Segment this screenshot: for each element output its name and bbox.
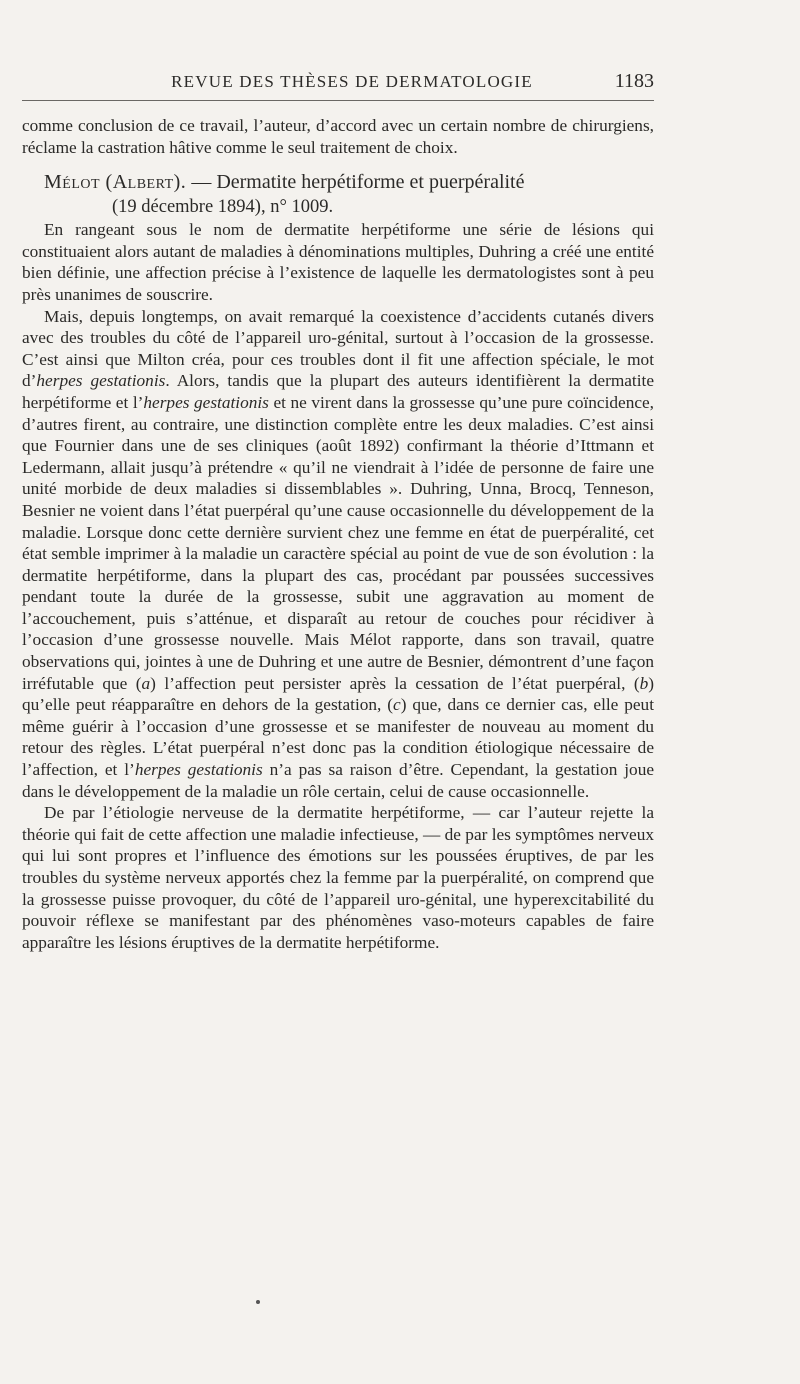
section-subtitle: (19 décembre 1894), n° 1009. [112, 196, 334, 217]
paragraph-2-part-g: n’a pas sa raison d’être. Cependant, la gestation joue dans le développement de la maladie un rôle certain, celui de cause occasionnelle. [22, 760, 655, 801]
paragraph-2 [22, 306, 654, 803]
section-dash: — [186, 171, 217, 194]
paragraph-2-italic-d: b [639, 673, 649, 693]
paragraph-2-part-e: ) qu’elle peut réapparaître en dehors de la gestation, ( [22, 673, 654, 715]
paragraph-2-part-a: Mais, depuis longtemps, on avait remarqué la coexistence d’accidents cutanés divers avec des troubles du côté de l’appareil uro-génital, surtout à l’occasion de la grossesse. C’est ainsi que Milton créa, pour ces troubles dont il fit une affection spéciale, le mot d’ [22, 306, 654, 391]
running-title: REVUE DES THÈSES DE DERMATOLOGIE [171, 72, 533, 91]
paragraph-2-part-c: et ne virent dans la grossesse qu’une pure coïncidence, d’autres firent, au contraire, une distinction complète entre les deux maladies. C’est ainsi que Fournier dans une de ses cliniques (août 1892) confirmant la théorie d’Ittmann et Ledermann, allait jusqu’à prétendre « qu’il ne viendrait à l’idée de personne de faire une unité morbide de deux maladies si dissemblables ». Duhring, Unna, Brocq, Tenneson, Besnier ne voient dans l’état puerpéral qu’une cause occasionnelle du développement de la maladie. Lorsque donc cette dernière survient chez une femme en état de puerpéralité, cet état semble imprimer à la maladie un caractère spécial au point de vue de son évolution : la dermatite herpétiforme, dans la plupart des cas, procédant par poussées successives pendant toute la durée de la grossesse, subit une aggravation au moment de l’accouchement, puis s’atténue, et disparaît au retour de couches pour récidiver à l’occasion d’une grossesse nouvelle. Mais Mélot rapporte, dans son travail, quatre observations qui, jointes à une de Duhring et une autre de Besnier, démontrent d’une façon irréfutable que ( [22, 392, 654, 693]
paragraph-2-part-f: ) que, dans ce dernier cas, elle peut même guérir à l’occasion d’une grossesse et se manifester de nouveau au moment du retour des règles. L’état puerpéral n’est donc pas la condition étiologique nécessaire de l’affection, et l’ [22, 695, 654, 780]
paragraph-1: En rangeant sous le nom de dermatite herpétiforme une série de lésions qui constituaient alors autant de maladies à dénominations multiples, Duhring a créé une entité bien définie, une affection précise à l’existence de laquelle les dermatologistes sont à peu près unanimes de souscrire. [22, 220, 654, 304]
print-speck [256, 1300, 260, 1304]
section-heading [22, 170, 654, 219]
page-number: 1183 [614, 70, 654, 92]
paragraph-2-italic-e: c [393, 695, 401, 715]
section-author: Mélot (Albert). [44, 171, 187, 194]
paragraph-3: De par l’étiologie nerveuse de la dermatite herpétiforme, — car l’auteur rejette la théorie qui fait de cette affection une maladie infectieuse, — de par les symptômes nerveux qui lui sont propres et l’influence des émotions sur les poussées éruptives, de par les troubles du système nerveux apportés chez la femme par la puerpéralité, on comprend que la grossesse puisse provoquer, du côté de l’appareil uro-génital, une hyperexcitabilité du pouvoir réflexe se manifestant par des phénomènes vaso-moteurs capables de faire apparaître les lésions éruptives de la dermatite herpétiforme. [22, 803, 654, 952]
paragraph-2-italic-c: a [141, 673, 151, 693]
article-body [22, 115, 654, 953]
paragraph-2-italic-f: herpes gestationis [134, 760, 263, 780]
paragraph-2-italic-a: herpes gestationis [36, 371, 166, 391]
paragraph-2-part-d: ) l’affection peut persister après la cessation de l’état puerpéral, ( [150, 673, 640, 693]
section-title: Dermatite herpétiforme et puerpéralité [216, 171, 525, 194]
section-heading-line-1 [22, 170, 654, 195]
running-header [22, 66, 654, 101]
intro-paragraph: comme conclusion de ce travail, l’auteur, d’accord avec un certain nombre de chirurgiens, réclame la castration hâtive comme le seul traitement de choix. [22, 116, 654, 157]
book-page [22, 66, 654, 953]
paragraph-2-italic-b: herpes gestationis [143, 392, 269, 412]
paragraph-2-part-b: . Alors, tandis que la plupart des auteurs identifièrent la dermatite herpétiforme et l’ [22, 371, 655, 412]
